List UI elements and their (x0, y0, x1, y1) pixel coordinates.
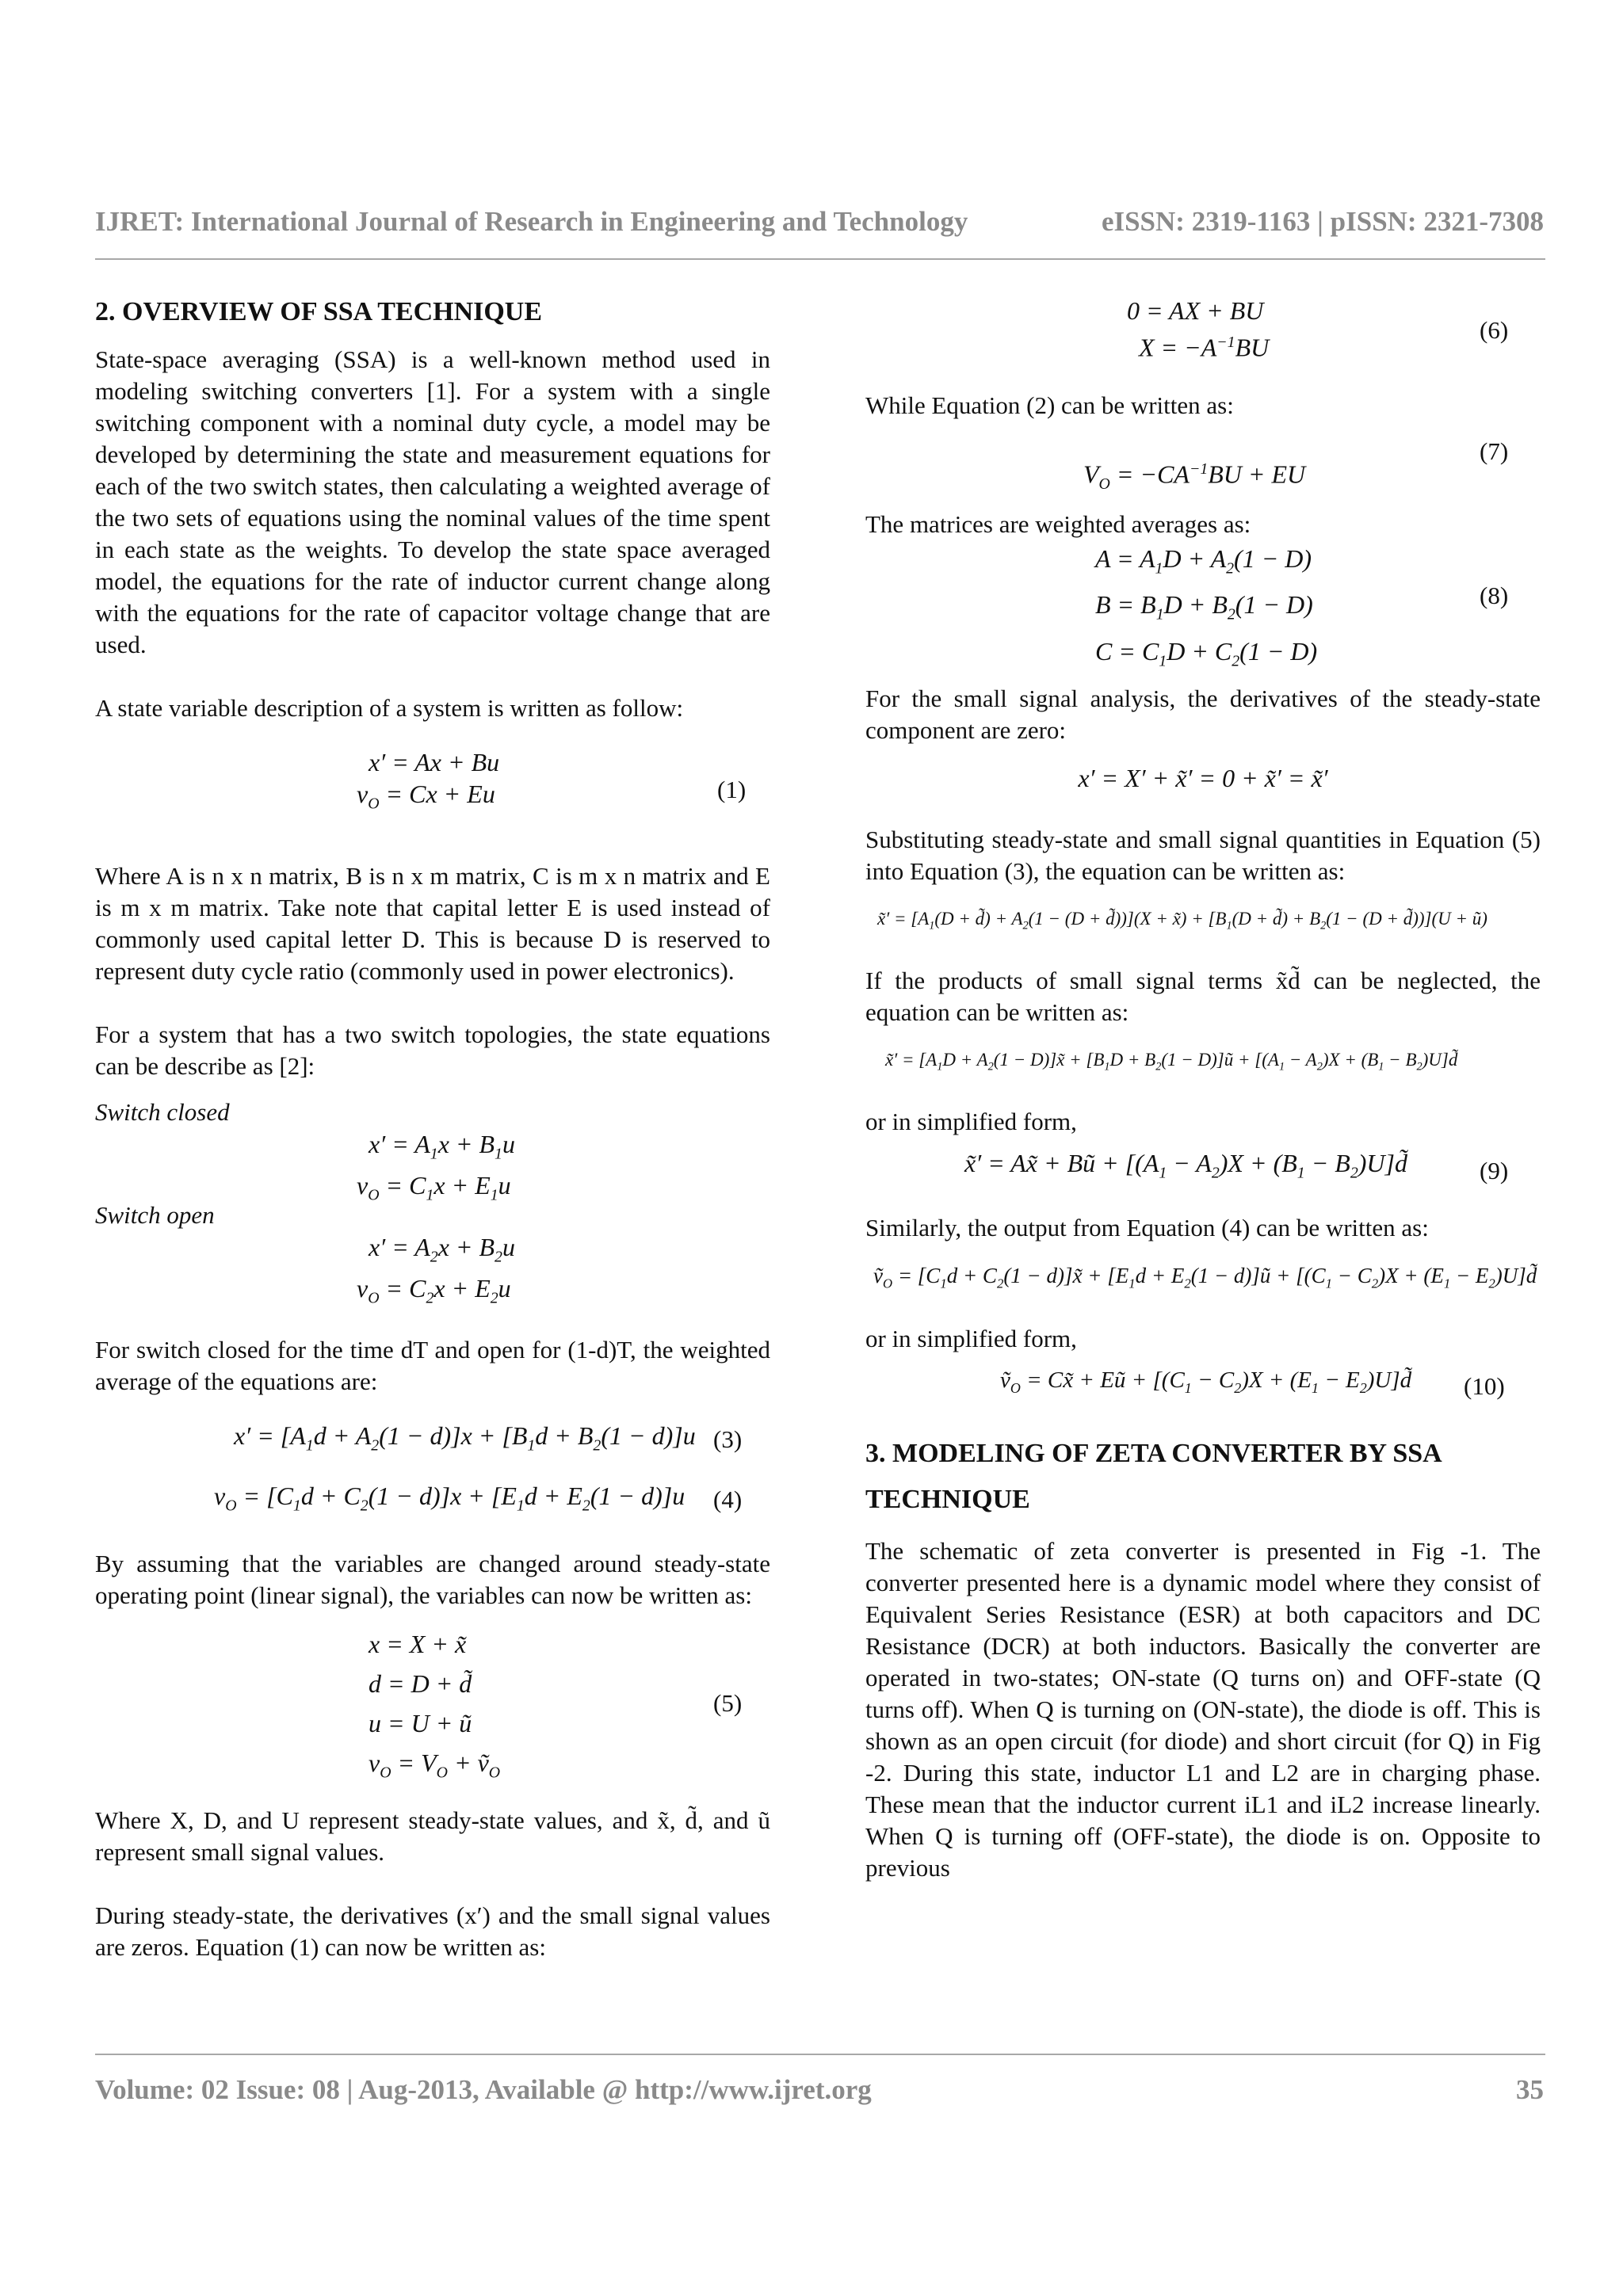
equation-substituted: x̃′ = [$A_1(D$ + d̃) + $A_2(1 - (D$ + d̃))](X + x̃) + [$B_1(D$ + d̃) + $B_2(1 - (D$ + d̃))](U + ũ) (877, 909, 1487, 933)
section-2-title: 2. OVERVIEW OF SSA TECHNIQUE (95, 297, 543, 326)
page-number: 35 (1516, 2074, 1544, 2105)
equation-number: (4) (713, 1486, 743, 1513)
equation-number: (1) (717, 776, 747, 803)
paragraph: For the small signal analysis, the derivatives of the steady-state component are zero: (865, 685, 1541, 744)
paragraph: For a system that has a two switch topologies, the state equations can be describe as [2]: (95, 1020, 770, 1080)
paragraph: If the products of small signal terms x̃d̃ can be neglected, the equation can be written as: (865, 967, 1541, 1026)
switch-open-label: Switch open (95, 1201, 215, 1229)
paragraph: State-space averaging (SSA) is a well-known method used in modeling switching converters [1]. For a system with a single switching component with a nominal duty cycle, a model may be developed by determining the state and measurement equations for each of the two switch states, then calculating a weighted average of the two sets of equations using the nominal values of the time spent in each state as the weights. To develop the state space averaged model, the equations for the rate of inductor current change along with the equations for the rate of capacitor voltage change that are used. (95, 345, 770, 658)
equation-number: (7) (1480, 437, 1509, 465)
equation-number: (6) (1480, 316, 1509, 344)
running-footer (95, 2074, 1544, 2106)
switch-closed-label: Switch closed (95, 1098, 230, 1126)
paragraph: Substituting steady-state and small signal quantities in Equation (5) into Equation (3), the equation can be written as: (865, 826, 1541, 885)
header-rule (95, 258, 1545, 260)
equation-output: ṽ$_O$ = [$C_1d + C_2(1$ − d)]x̃ + [$E_1d + E_2(1$ − d)]ũ + [$(C_1 - C_2)X + (E_1$ − $E_2)U]d̃$ (873, 1264, 1537, 1291)
equation-number: (5) (713, 1689, 743, 1717)
equation-8: $A = A_1D + A_2(1 - D)$ $B = B_1D + B_2(1 - D)$ $C = C_1D + C_2(1 - D)$ (8) (1095, 544, 1509, 670)
volume-info: Volume: 02 Issue: 08 | Aug-2013, Available @ http://www.ijret.org (95, 2074, 872, 2105)
right-column (865, 295, 1541, 1916)
equations-switch-open: $x' = A_2x + B_2u$ $v_O = C_2x + E_2u$ (357, 1233, 515, 1307)
equation-linearized: x̃′ = [$A_1D + A_2(1$ − D)]x̃ + [$B_1D + B_2(1$ − D)]ũ + [$(A_1 - A_2)X + (B_1$ − $B_2)U]d̃$ (885, 1050, 1458, 1074)
equation-1: x′ = Ax + Bu $v_O = Cx + Eu$ (1) (357, 748, 747, 813)
paragraph: By assuming that the variables are changed around steady-state operating point (linear signal), the variables can now be written as: (95, 1550, 770, 1609)
paragraph: For switch closed for the time dT and open for (1-d)T, the weighted average of the equations are: (95, 1336, 770, 1395)
left-column (95, 295, 770, 1995)
journal-title: IJRET: International Journal of Research in Engineering and Technology (95, 206, 968, 237)
equation-9: x̃′ = Ax̃ + Bũ + [$(A_1 - A_2)X + (B_1$ − $B_2)U]d̃$ (9) (865, 1147, 1541, 1195)
equation-5: x = X + x̃ d = D + d̃ u = U + ũ $v_O = V_O$ + ṽ$_O$ (5) (369, 1630, 743, 1782)
paragraph: or in simplified form, (865, 1325, 1077, 1352)
equation-7: $V_O = -CA^{-1}BU$ + EU (7) (1083, 437, 1509, 494)
equation-number: (10) (1464, 1372, 1505, 1400)
paragraph: While Equation (2) can be written as: (865, 391, 1234, 419)
footer-rule (95, 2054, 1545, 2055)
equation-number: (8) (1480, 582, 1509, 609)
equations-switch-closed: $x' = A_1x + B_1u$ $v_O = C_1x + E_1u$ (357, 1130, 515, 1204)
equation-10: ṽ$_O$ = Cx̃ + Eũ + [$(C_1 - C_2)X + (E_1$ − $E_2)U]d̃$ (10) (865, 1364, 1541, 1409)
paragraph: The schematic of zeta converter is presented in Fig -1. The converter presented here is a dynamic model where they consist of Equivalent Series Resistance (ESR) at both capacitors and DC Resistance (DCR) at both inductors. Basically the converter are operated in two-states; ON-state (Q turns on) and OFF-state (Q turns off). When Q is turning on (ON-state), the diode is off. This is shown as an open circuit (for diode) and short circuit (for Q) in Fig -2. During this state, inductor L1 and L2 are in charging phase. These mean that the inductor current iL1 and iL2 increase linearly. When Q is turning off (OFF-state), the diode is on. Opposite to previous (865, 1537, 1541, 1882)
section-3-title: 3. MODELING OF ZETA CONVERTER BY SSA TECHNIQUE (865, 1439, 1441, 1514)
paragraph: Similarly, the output from Equation (4) can be written as: (865, 1214, 1429, 1241)
paragraph: The matrices are weighted averages as: (865, 510, 1251, 538)
equation-number: (9) (1480, 1157, 1509, 1184)
paragraph: During steady-state, the derivatives (x′) and the small signal values are zeros. Equation (1) can now be written as: (95, 1901, 770, 1961)
equation-4: $v_O = [C_1d + C_2(1 - d)]x + [E_1d + E_2(1 - d)]u$ (4) (214, 1482, 743, 1515)
equation-6: 0 = AX + BU $X = -A^{-1}BU$ (6) (1127, 296, 1509, 362)
issn: eISSN: 2319-1163 | pISSN: 2321-7308 (1101, 206, 1544, 237)
equation-derivative-zero: x′ = X′ + x̃′ = 0 + x̃′ = x̃′ (1078, 764, 1328, 792)
equation-number: (3) (713, 1425, 743, 1453)
paragraph: A state variable description of a system is written as follow: (95, 694, 684, 722)
paragraph: or in simplified form, (865, 1108, 1077, 1135)
paragraph: Where X, D, and U represent steady-state values, and x̃, d̃, and ũ represent small signal values. (95, 1806, 770, 1866)
equation-3: $x' = [A_1d + A_2(1 - d)]x + [B_1d + B_2(1 - d)]u$ (3) (234, 1421, 743, 1455)
running-header (95, 190, 1544, 238)
paragraph: Where A is n x n matrix, B is n x m matrix, C is m x n matrix and E is m x m matrix. Take note that capital letter E is used instead of commonly used capital letter D. This is because D is reserved to represent duty cycle ratio (commonly used in power electronics). (95, 862, 770, 985)
